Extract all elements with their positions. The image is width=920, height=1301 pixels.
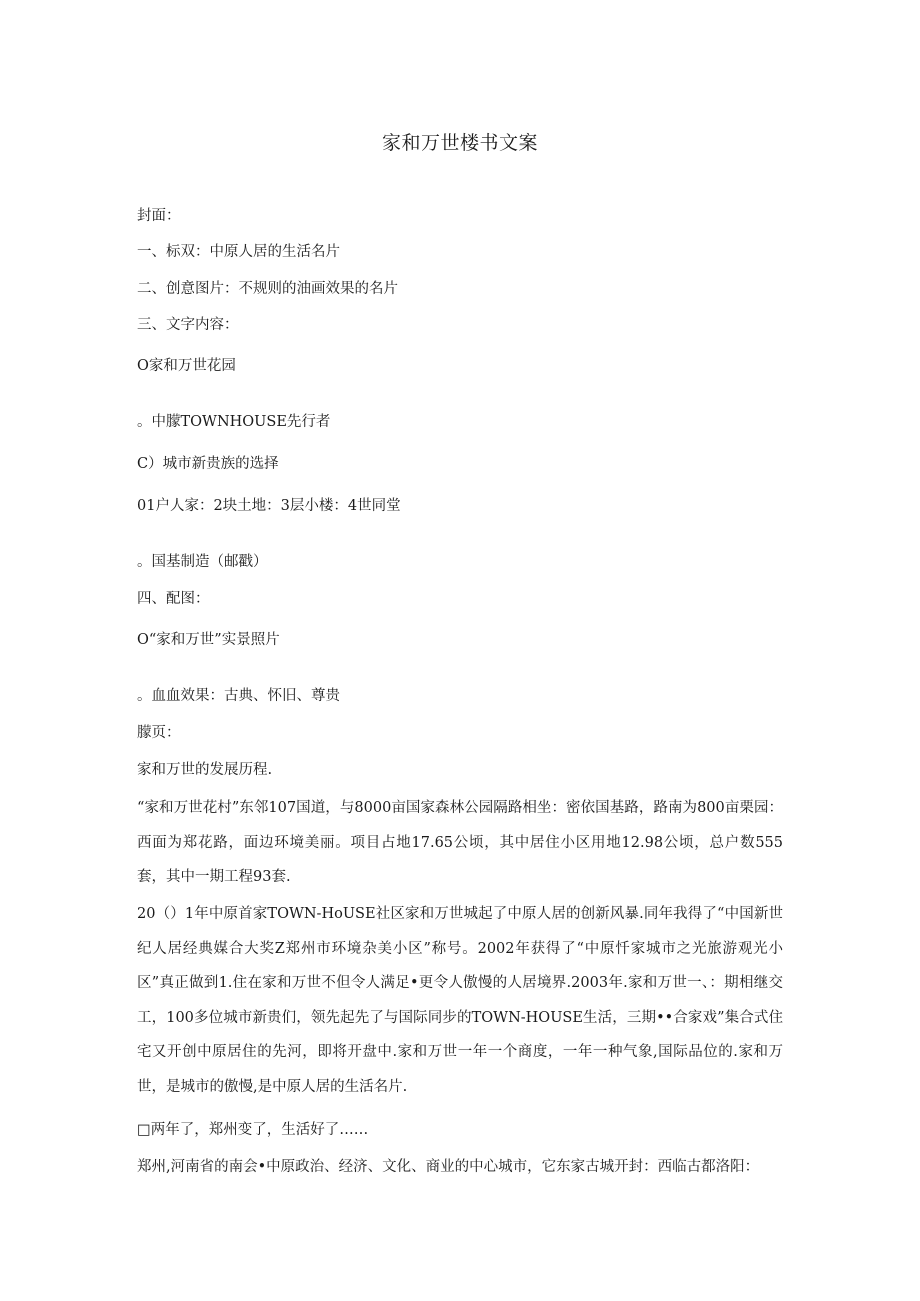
text-line-families: 01户人家：2块土地：3层小楼：4世同堂 <box>137 498 401 514</box>
text-line-effect: 。血血效果：古典、怀旧、尊贵 <box>137 688 340 704</box>
text-line-postmark: 。国基制造（邮戳） <box>137 554 268 570</box>
text-line-photo: O“家和万世”实景照片 <box>137 632 280 648</box>
text-line-cover: 封面： <box>137 208 181 224</box>
text-line-two-years: □两年了，郑州变了，生活好了…… <box>137 1122 369 1138</box>
paragraph-location: “家和万世花村”东邻107国道，与8000亩国家森林公园隔路相坐：密依国基路，路南为800亩栗园：西面为郑花路，面边环境美丽。项目占地17.65公顷，其中居住小区用地12.98公顷，总户数555套，其中一期工程93套. <box>137 800 783 885</box>
text-line-flyleaf: 朦页： <box>137 725 181 741</box>
document-title: 家和万世楼书文案 <box>381 132 538 154</box>
text-line-history: 家和万世的发展历程. <box>137 762 273 778</box>
text-line-creative-image: 二、创意图片：不规则的油画效果的名片 <box>137 281 398 297</box>
text-line-new-nobility: C）城市新贵族的选择 <box>137 456 279 472</box>
text-line-garden: O家和万世花园 <box>137 358 236 374</box>
paragraph-development: 20（）1年中原首家TOWN-HoUSE社区家和万世城起了中原人居的创新风暴.同年我得了“中国新世纪人居经典媒合大奖Z郑州市环境杂美小区”称号。2002年获得了“中原忏家城市之光旅游观光小区”真正做到1.住在家和万世不但令人满足•更令人傲慢的人居境界.2003年.家和万世一、：期相继交工，100多位城市新贵们，领先起先了与国际同步的TOWN-HOUSE生活，三期••合家戏”集合式住宅又开创中原居住的先河，即将开盘中.家和万世一年一个商度，一年一种气象,国际品位的.家和万世，是城市的傲慢,是中原人居的生活名片. <box>137 906 783 1095</box>
text-line-zhengzhou: 郑州,河南省的南会•中原政治、经济、文化、商业的中心城市，它东家古城开封：西临古都洛阳： <box>137 1159 760 1175</box>
text-line-slogan: 一、标双：中原人居的生活名片 <box>137 244 340 260</box>
text-line-text-content: 三、文字内容： <box>137 317 239 333</box>
text-line-townhouse: 。中朦TOWNHOUSE先行者 <box>137 414 331 430</box>
text-line-illustration: 四、配图： <box>137 591 210 607</box>
